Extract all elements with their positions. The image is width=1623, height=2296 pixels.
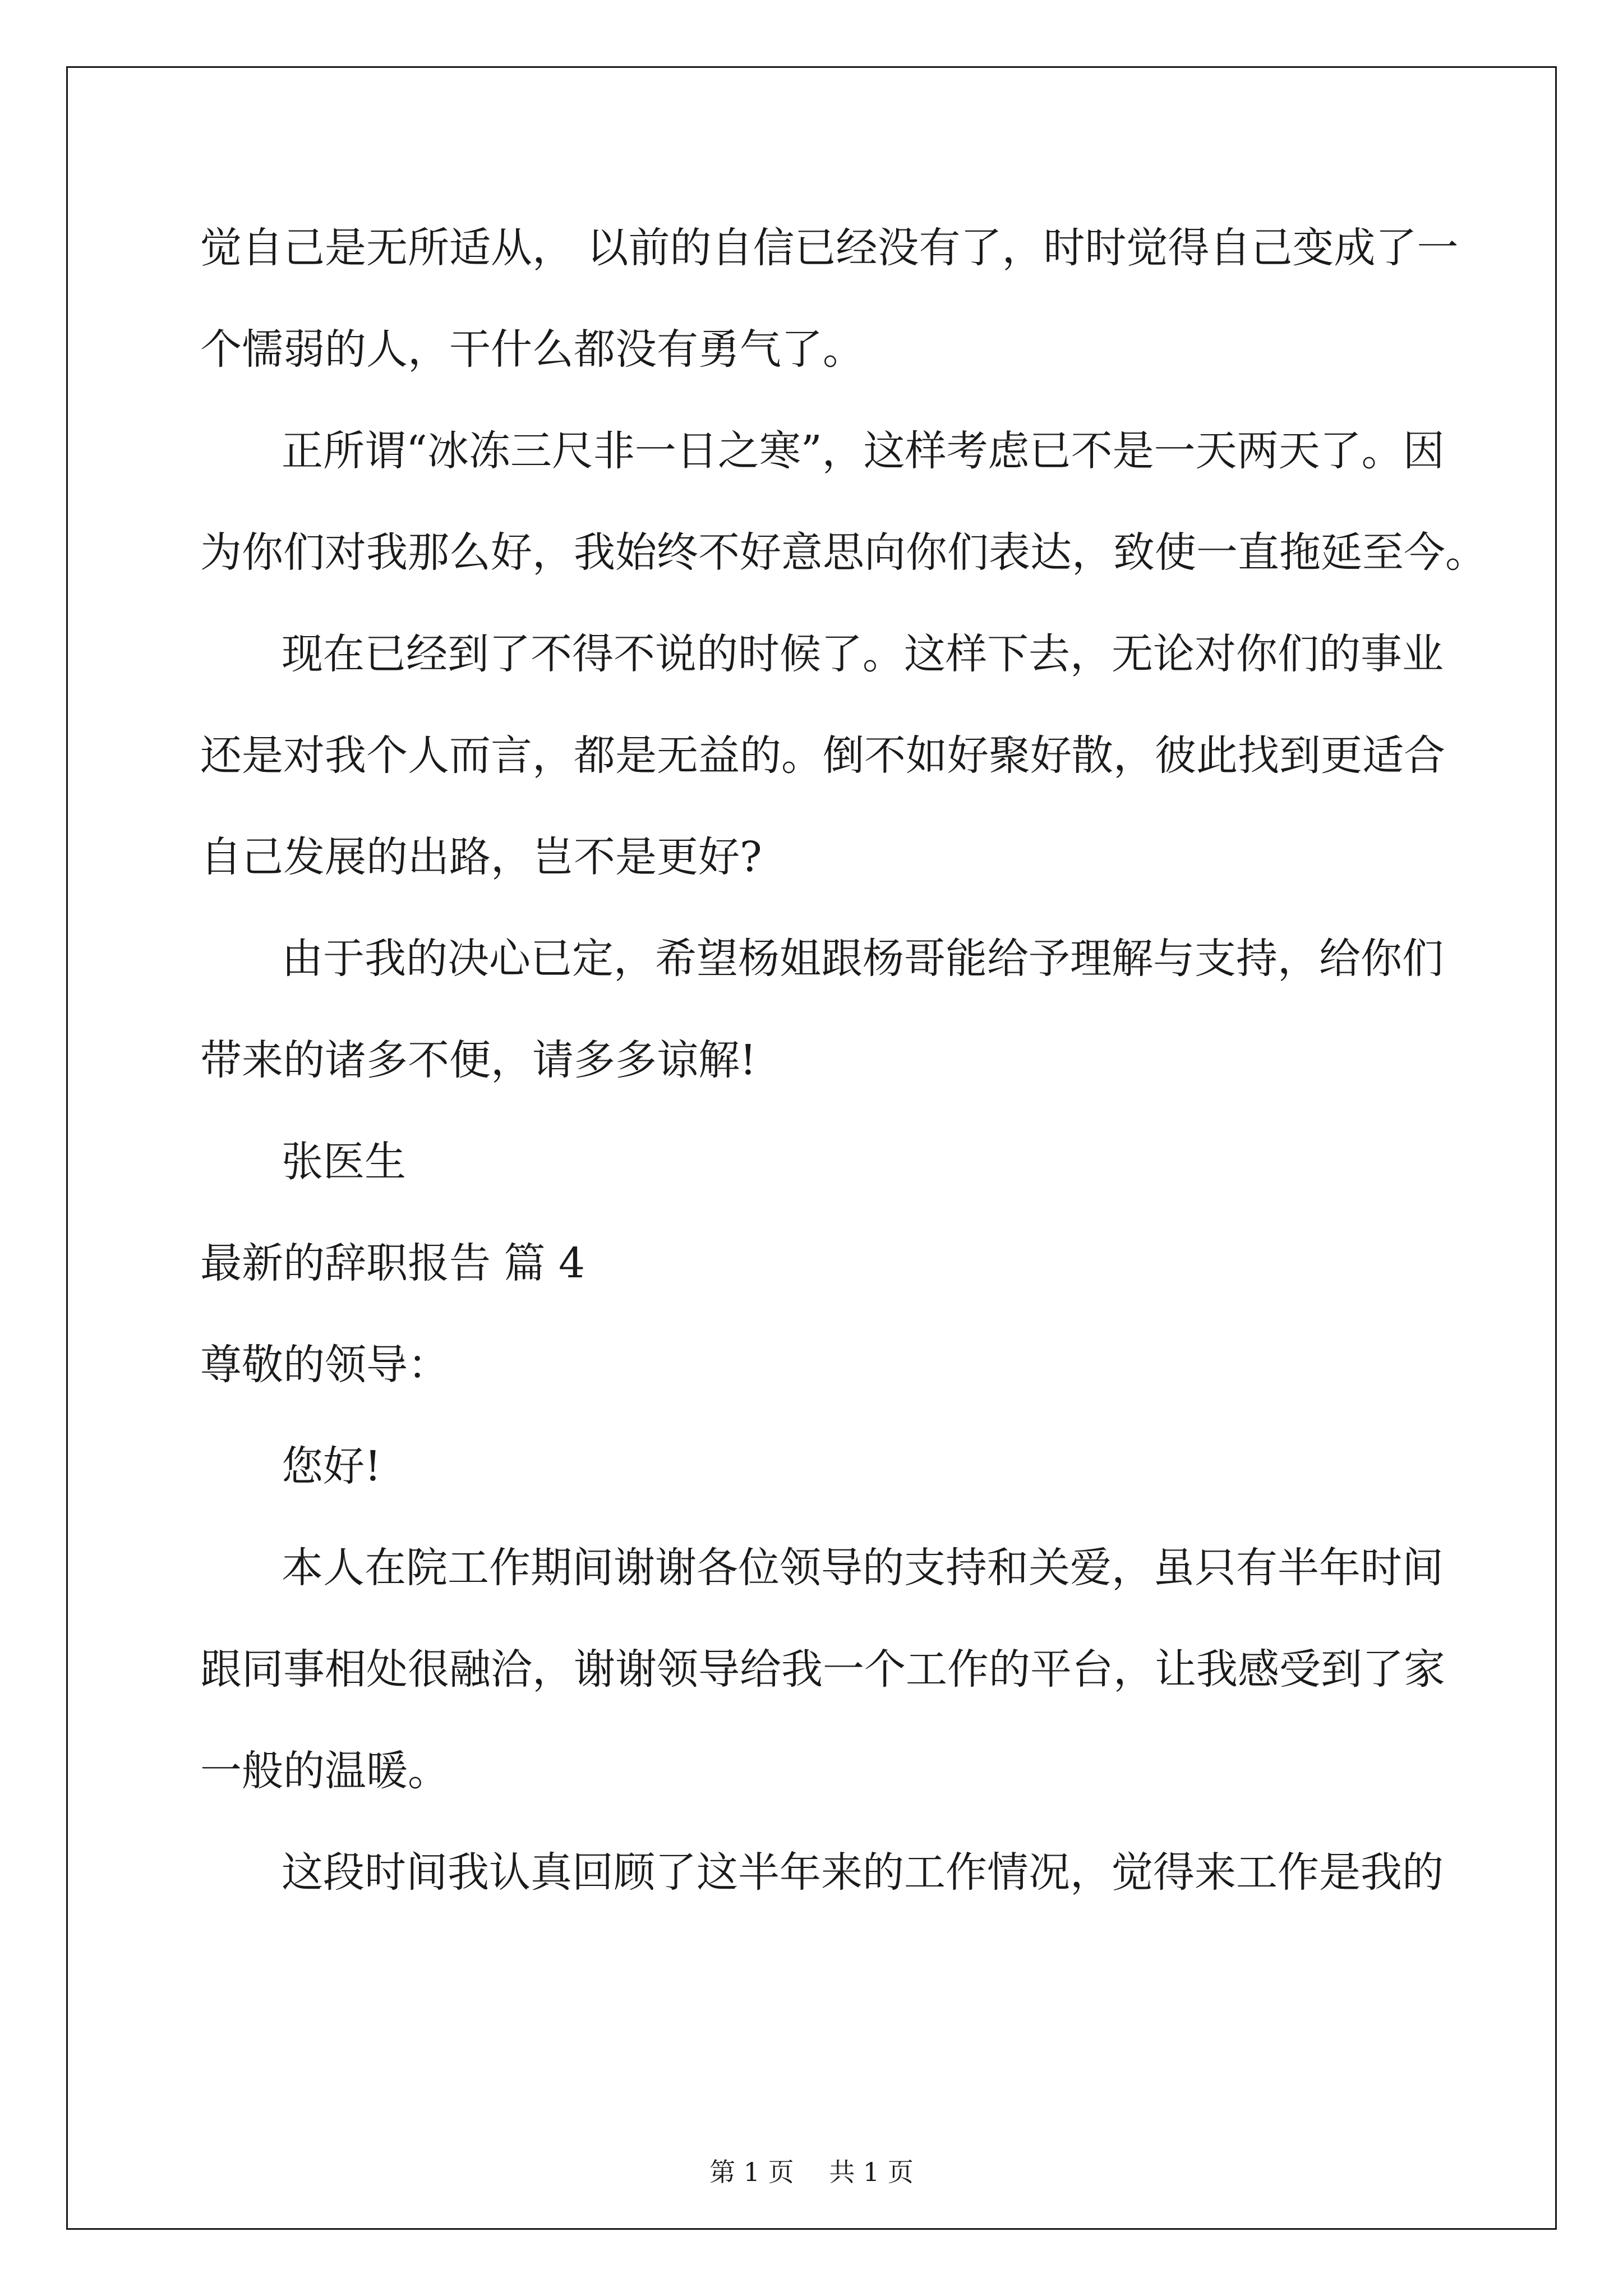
greeting: 您好! — [282, 1442, 381, 1490]
text-line-15: 跟同事相处很融洽，谢谢领导给我一个工作的平台，让我感受到了家 — [200, 1645, 1445, 1694]
text-line-8: 由于我的决心已定，希望杨姐跟杨哥能给予理解与支持，给你们 — [282, 935, 1444, 983]
text-line-7: 自己发展的出路，岂不是更好? — [200, 833, 762, 881]
text-line-9: 带来的诸多不便，请多多谅解! — [200, 1036, 757, 1084]
page-footer — [0, 2155, 1623, 2189]
text-line-14: 本人在院工作期间谢谢各位领导的支持和关爱，虽只有半年时间 — [282, 1544, 1444, 1592]
page-number-current: 第 1 页 — [709, 2157, 794, 2187]
text-line-6: 还是对我个人而言，都是无益的。倒不如好聚好散，彼此找到更适合 — [200, 731, 1445, 780]
text-line-3: 正所谓“冰冻三尺非一日之寒”，这样考虑已不是一天两天了。因 — [282, 427, 1445, 475]
text-line-4: 为你们对我那么好，我始终不好意思向你们表达，致使一直拖延至今。 — [200, 528, 1487, 577]
page-number-total: 共 1 页 — [829, 2157, 914, 2187]
text-line-2: 个懦弱的人，干什么都没有勇气了。 — [200, 325, 864, 374]
section-heading: 最新的辞职报告 篇 4 — [200, 1239, 585, 1287]
document-body — [200, 197, 1487, 1924]
text-line-5: 现在已经到了不得不说的时候了。这样下去，无论对你们的事业 — [282, 630, 1444, 678]
salutation: 尊敬的领导： — [200, 1341, 449, 1389]
text-line-1: 觉自己是无所适从， 以前的自信已经没有了，时时觉得自己变成了一 — [200, 224, 1459, 272]
signature-line: 张医生 — [282, 1138, 406, 1186]
text-line-16: 一般的温暖。 — [200, 1747, 449, 1795]
text-line-17: 这段时间我认真回顾了这半年来的工作情况，觉得来工作是我的 — [282, 1848, 1444, 1897]
